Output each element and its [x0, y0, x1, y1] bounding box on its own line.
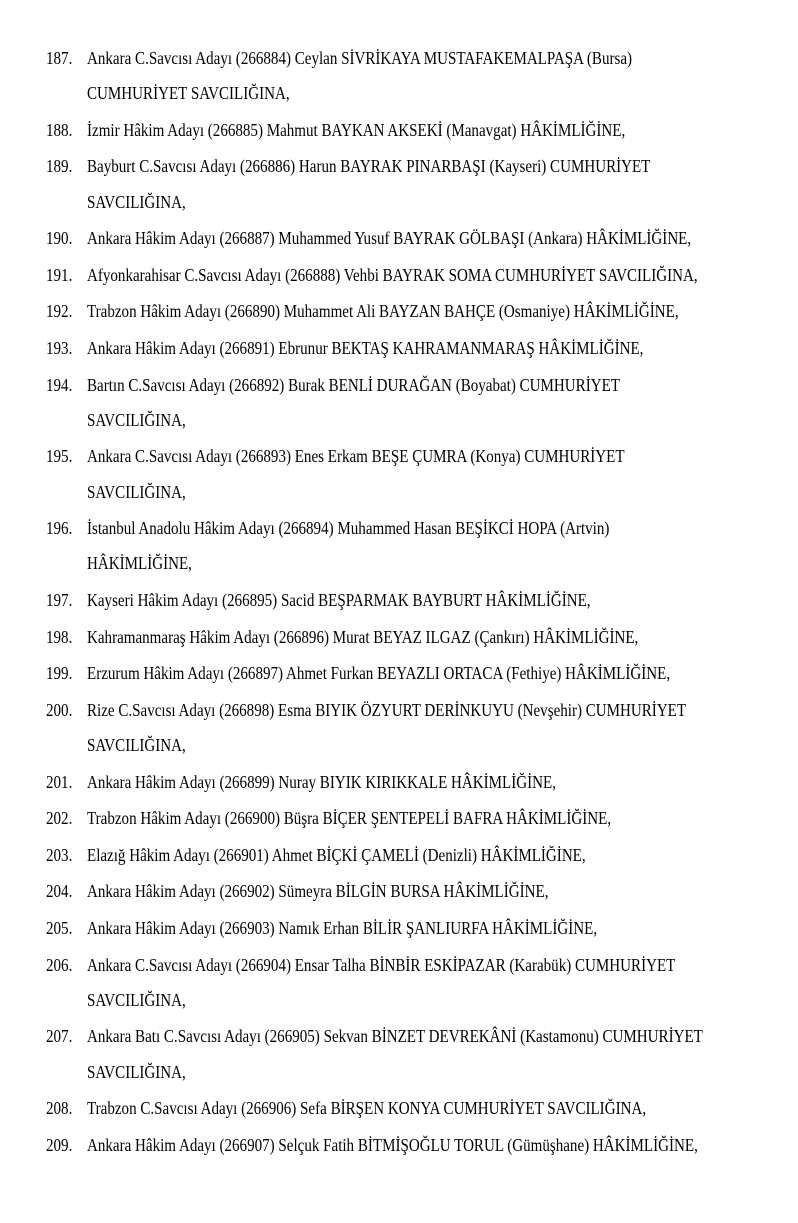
item-text-continuation: SAVCILIĞINA,	[87, 989, 186, 1010]
item-text: Bartın C.Savcısı Adayı (266892) Burak BENLİ DURAĞAN (Boyabat) CUMHURİYET	[87, 374, 620, 395]
item-text: Trabzon Hâkim Adayı (266900) Büşra BİÇER ŞENTEPELİ BAFRA HÂKİMLİĞİNE,	[87, 808, 612, 829]
item-text: Ankara Hâkim Adayı (266887) Muhammed Yusuf BAYRAK GÖLBAŞI (Ankara) HÂKİMLİĞİNE,	[87, 228, 692, 249]
item-number: 198.	[46, 626, 73, 647]
item-number: 201.	[46, 771, 73, 792]
item-number: 195.	[46, 446, 73, 467]
item-number: 206.	[46, 954, 73, 975]
item-text: Ankara C.Savcısı Adayı (266893) Enes Erkam BEŞE ÇUMRA (Konya) CUMHURİYET	[87, 446, 625, 467]
item-number: 192.	[46, 301, 73, 322]
item-text: Afyonkarahisar C.Savcısı Adayı (266888) Vehbi BAYRAK SOMA CUMHURİYET SAVCILIĞINA,	[87, 264, 698, 285]
item-text-continuation: SAVCILIĞINA,	[87, 735, 186, 755]
item-text: Ankara Hâkim Adayı (266903) Namık Erhan BİLİR ŞANLIURFA HÂKİMLİĞİNE,	[87, 918, 598, 938]
item-text: Ankara Hâkim Adayı (266902) Sümeyra BİLGİN BURSA HÂKİMLİĞİNE,	[87, 881, 549, 902]
item-text: Kahramanmaraş Hâkim Adayı (266896) Murat BEYAZ ILGAZ (Çankırı) HÂKİMLİĞİNE,	[87, 626, 639, 647]
item-text: İstanbul Anadolu Hâkim Adayı (266894) Muhammed Hasan BEŞİKCİ HOPA (Artvin)	[87, 518, 610, 539]
item-number: 197.	[46, 590, 73, 610]
item-text: Ankara Hâkim Adayı (266891) Ebrunur BEKTAŞ KAHRAMANMARAŞ HÂKİMLİĞİNE,	[87, 338, 644, 358]
item-text-continuation: SAVCILIĞINA,	[87, 409, 186, 430]
item-text: Ankara Hâkim Adayı (266899) Nuray BIYIK KIRIKKALE HÂKİMLİĞİNE,	[87, 771, 556, 792]
item-number: 196.	[46, 518, 73, 539]
item-text: Bayburt C.Savcısı Adayı (266886) Harun BAYRAK PINARBAŞI (Kayseri) CUMHURİYET	[87, 156, 651, 177]
item-number: 205.	[46, 918, 73, 938]
item-text-continuation: CUMHURİYET SAVCILIĞINA,	[87, 83, 290, 104]
item-text-continuation: SAVCILIĞINA,	[87, 1061, 186, 1082]
item-number: 189.	[46, 156, 73, 177]
item-text: Ankara C.Savcısı Adayı (266884) Ceylan SİVRİKAYA MUSTAFAKEMALPAŞA (Bursa)	[87, 48, 633, 68]
item-number: 194.	[46, 374, 73, 395]
item-text: İzmir Hâkim Adayı (266885) Mahmut BAYKAN AKSEKİ (Manavgat) HÂKİMLİĞİNE,	[87, 119, 626, 140]
item-number: 199.	[46, 663, 73, 684]
item-text: Erzurum Hâkim Adayı (266897) Ahmet Furkan BEYAZLI ORTACA (Fethiye) HÂKİMLİĞİNE,	[87, 663, 671, 684]
item-text: Trabzon Hâkim Adayı (266890) Muhammet Ali BAYZAN BAHÇE (Osmaniye) HÂKİMLİĞİNE,	[87, 301, 679, 322]
item-text-continuation: HÂKİMLİĞİNE,	[87, 553, 192, 574]
item-text: Ankara Hâkim Adayı (266907) Selçuk Fatih BİTMİŞOĞLU TORUL (Gümüşhane) HÂKİMLİĞİNE,	[87, 1134, 698, 1155]
item-number: 207.	[46, 1026, 73, 1047]
item-text: Kayseri Hâkim Adayı (266895) Sacid BEŞPARMAK BAYBURT HÂKİMLİĞİNE,	[87, 590, 591, 610]
item-text: Rize C.Savcısı Adayı (266898) Esma BIYIK ÖZYURT DERİNKUYU (Nevşehir) CUMHURİYET	[87, 699, 687, 720]
item-text-continuation: SAVCILIĞINA,	[87, 191, 186, 212]
item-number: 191.	[46, 264, 73, 285]
item-number: 190.	[46, 228, 73, 249]
item-number: 200.	[46, 699, 73, 720]
item-text: Elazığ Hâkim Adayı (266901) Ahmet BİÇKİ ÇAMELİ (Denizli) HÂKİMLİĞİNE,	[87, 844, 586, 865]
item-number: 187.	[46, 48, 73, 68]
item-text: Ankara C.Savcısı Adayı (266904) Ensar Talha BİNBİR ESKİPAZAR (Karabük) CUMHURİYET	[87, 954, 676, 975]
item-text: Ankara Batı C.Savcısı Adayı (266905) Sekvan BİNZET DEVREKÂNİ (Kastamonu) CUMHURİYET	[87, 1026, 703, 1047]
item-number: 204.	[46, 881, 73, 902]
item-number: 202.	[46, 808, 73, 829]
item-number: 203.	[46, 844, 73, 865]
item-text: Trabzon C.Savcısı Adayı (266906) Sefa BİRŞEN KONYA CUMHURİYET SAVCILIĞINA,	[87, 1098, 647, 1119]
item-number: 208.	[46, 1098, 73, 1119]
item-text-continuation: SAVCILIĞINA,	[87, 481, 186, 502]
item-number: 209.	[46, 1134, 73, 1155]
item-number: 193.	[46, 338, 73, 358]
item-number: 188.	[46, 119, 73, 140]
